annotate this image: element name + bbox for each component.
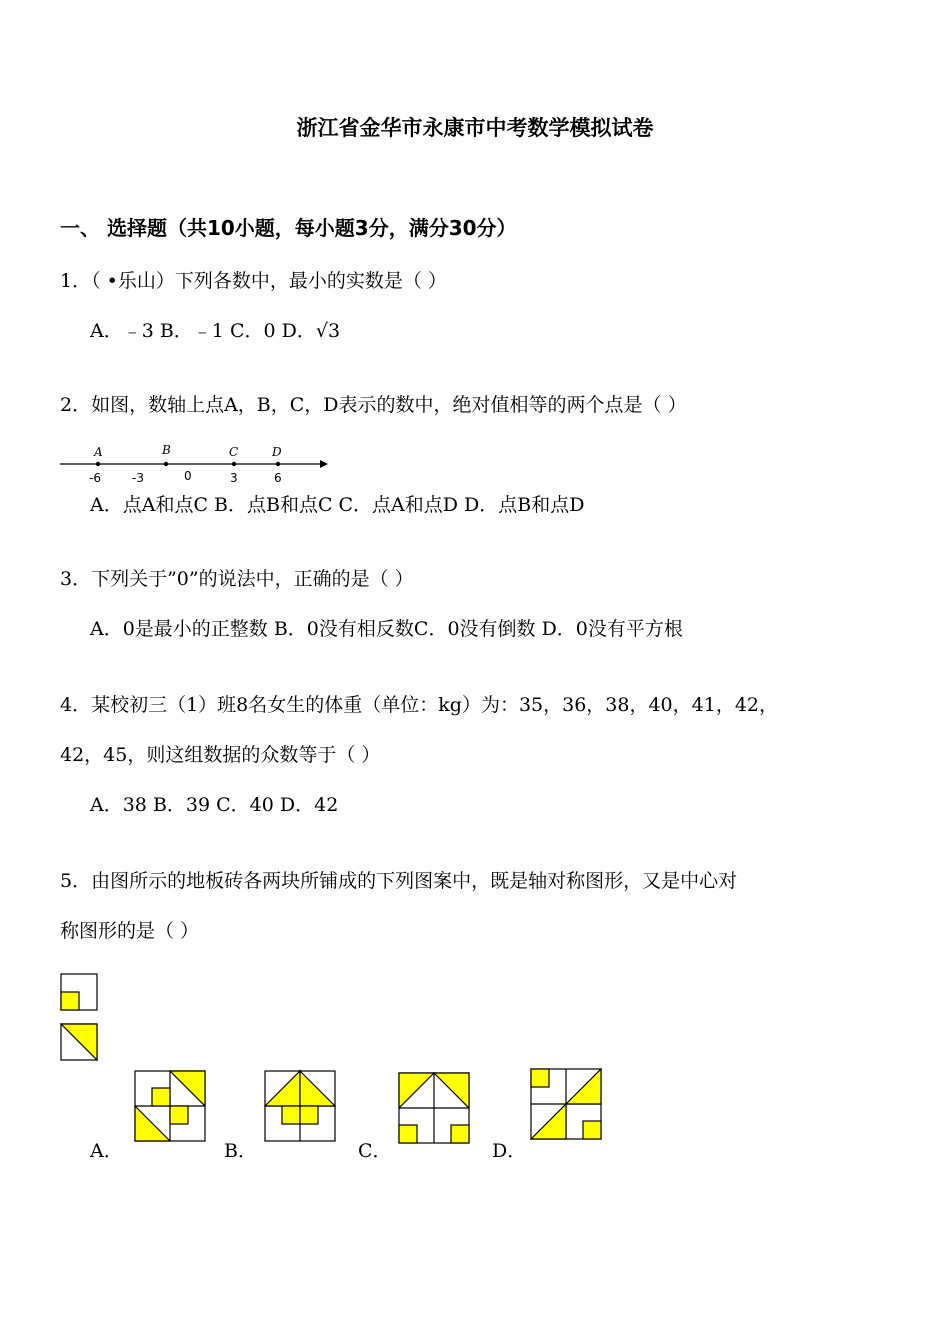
tick-label-6: 6 [274,471,282,485]
question-5-stem: 5．由图所示的地板砖各两块所铺成的下列图案中，既是轴对称图形，又是中心对 [60,870,738,892]
tick-label-3: 3 [230,471,238,485]
option-a-label: A． [90,1140,123,1162]
question-4-stem-cont: 42，45，则这组数据的众数等于（ ） [60,744,381,766]
option-b-label: B． [224,1140,257,1162]
tick-label-neg6: -6 [89,471,101,485]
question-3-options: A．0是最小的正整数 B．0没有相反数C．0没有倒数 D．0没有平方根 [90,618,683,640]
question-2-stem: 2．如图，数轴上点A，B，C，D表示的数中，绝对值相等的两个点是（ ） [60,394,687,416]
question-4-options: A．38 B．39 C．40 D．42 [90,794,339,816]
question-3-stem: 3．下列关于”0”的说法中，正确的是（ ） [60,568,414,590]
question-4-stem: 4．某校初三（1）班8名女生的体重（单位：kg）为：35，36，38，40，41，42， [60,694,779,716]
section-heading: 一、 选择题（共10小题，每小题3分，满分30分） [60,216,517,240]
point-label-b: B [162,443,171,457]
tile-2-figure [60,1023,98,1061]
question-1-options: A．﹣3 B．﹣1 C．0 D．√3 [90,320,341,342]
tile-1-figure [60,973,98,1011]
point-d [276,462,280,466]
tick-label-0: 0 [184,469,192,483]
question-5-stem-cont: 称图形的是（ ） [60,920,200,942]
point-c [232,462,236,466]
option-b-figure [264,1070,336,1142]
option-c-figure [398,1072,470,1144]
option-a-figure [134,1070,206,1142]
point-b [164,462,168,466]
option-d-label: D． [492,1140,527,1162]
page-title: 浙江省金华市永康市中考数学模拟试卷 [296,116,654,140]
point-label-c: C [229,445,239,459]
question-1-stem: 1．（ •乐山）下列各数中，最小的实数是（ ） [60,270,447,292]
option-c-label: C． [358,1140,392,1162]
point-a [96,462,100,466]
point-label-a: A [94,445,103,459]
question-2-options: A．点A和点C B．点B和点C C．点A和点D D．点B和点D [90,494,585,516]
number-line-figure [58,440,328,490]
option-d-figure [530,1068,602,1140]
tick-label-neg3: -3 [132,471,144,485]
point-label-d: D [272,445,282,459]
